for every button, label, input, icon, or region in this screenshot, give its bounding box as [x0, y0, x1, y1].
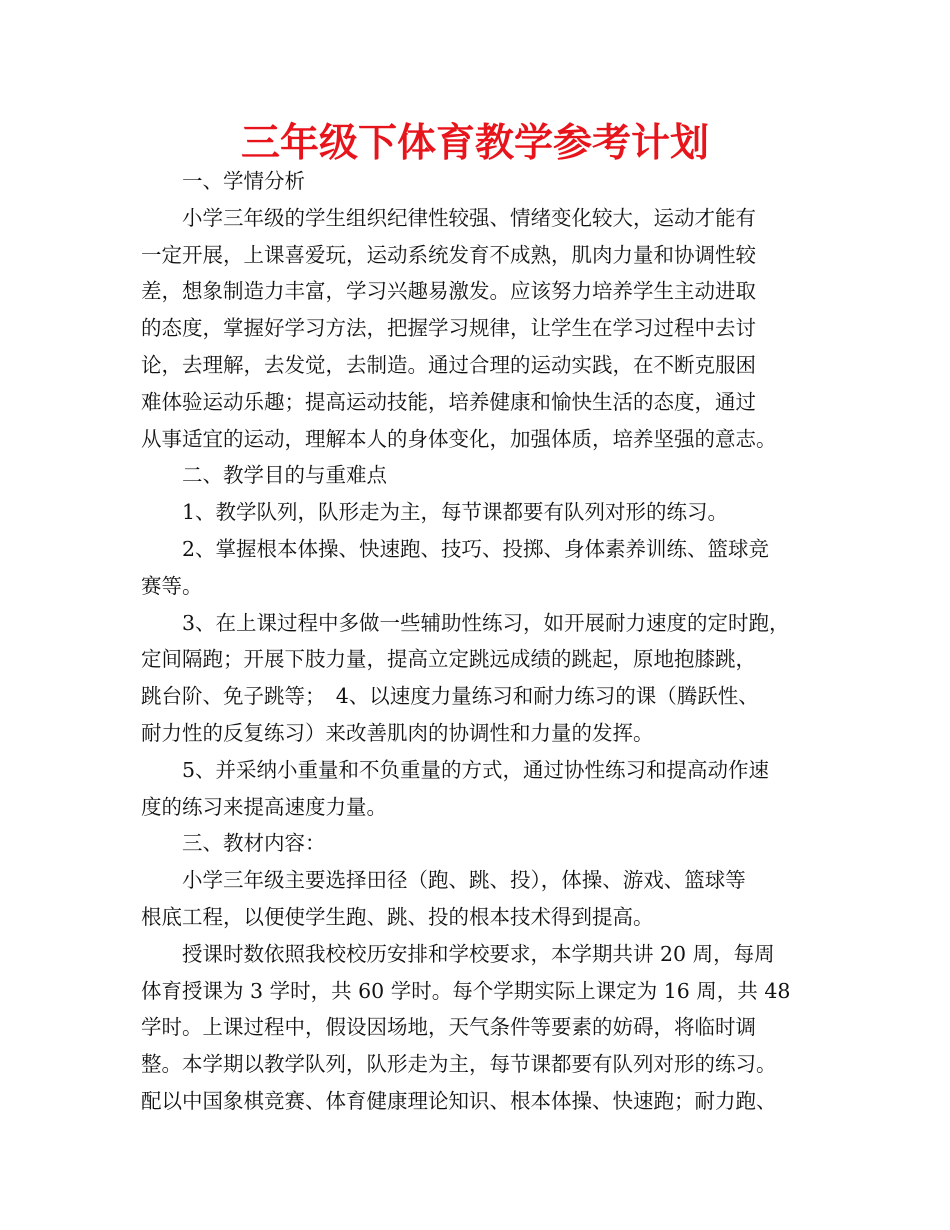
- text-line: 定间隔跑；开展下肢力量，提高立定跳远成绩的跳起，原地抱膝跳，: [141, 647, 756, 672]
- text-line: 差，想象制造力丰富，学习兴趣易激发。应该努力培养学生主动进取: [141, 279, 756, 304]
- text-line: 体育授课为 3 学时，共 60 学时。每个学期实际上课定为 16 周，共 48: [141, 978, 791, 1003]
- text-line: 论，去理解，去发觉，去制造。通过合理的运动实践，在不断克服困: [141, 352, 756, 377]
- text-line: 5、并采纳小重量和不负重量的方式，通过协性练习和提高动作速: [182, 757, 770, 782]
- text-line: 三、教材内容：: [182, 831, 326, 856]
- text-line: 配以中国象棋竞赛、体育健康理论知识、根本体操、快速跑；耐力跑、: [141, 1088, 777, 1113]
- text-line: 根底工程，以便使学生跑、跳、投的根本技术得到提高。: [141, 904, 654, 929]
- text-line: 赛等。: [141, 573, 203, 598]
- text-line: 一、学情分析: [182, 169, 305, 193]
- text-line: 的态度，掌握好学习方法，把握学习规律，让学生在学习过程中去讨: [141, 316, 756, 341]
- text-line: 小学三年级主要选择田径（跑、跳、投），体操、游戏、篮球等: [182, 868, 746, 893]
- text-line: 跳台阶、免子跳等； 4、以速度力量练习和耐力练习的课（腾跃性、: [141, 684, 759, 709]
- text-line: 3、在上课过程中多做一些辅助性练习，如开展耐力速度的定时跑，: [182, 610, 790, 635]
- text-line: 耐力性的反复练习）来改善肌肉的协调性和力量的发挥。: [141, 720, 654, 745]
- text-line: 整。本学期以教学队列，队形走为主，每节课都要有队列对形的练习。: [141, 1052, 777, 1077]
- text-line: 2、掌握根本体操、快速跑、技巧、投掷、身体素养训练、篮球竞: [182, 536, 770, 561]
- text-line: 从事适宜的运动，理解本人的身体变化，加强体质，培养坚强的意志。: [141, 426, 777, 451]
- text-line: 学时。上课过程中，假设因场地，天气条件等要素的妨碍，将临时调: [141, 1015, 756, 1040]
- document-title: 三年级下体育教学参考计划: [240, 121, 709, 166]
- text-line: 度的练习来提高速度力量。: [141, 794, 387, 819]
- text-line: 难体验运动乐趣；提高运动技能，培养健康和愉快生活的态度，通过: [141, 389, 756, 414]
- document-body: [141, 163, 821, 1120]
- text-line: 二、教学目的与重难点: [182, 463, 387, 488]
- text-line: 一定开展，上课喜爱玩，运动系统发育不成熟，肌肉力量和协调性较: [141, 242, 756, 267]
- text-line: 授课时数依照我校校历安排和学校要求，本学期共讲 20 周，每周: [182, 941, 775, 966]
- text-line: 1、教学队列，队形走为主，每节课都要有队列对形的练习。: [182, 500, 729, 525]
- text-line: 小学三年级的学生组织纪律性较强、情绪变化较大，运动才能有: [182, 205, 756, 230]
